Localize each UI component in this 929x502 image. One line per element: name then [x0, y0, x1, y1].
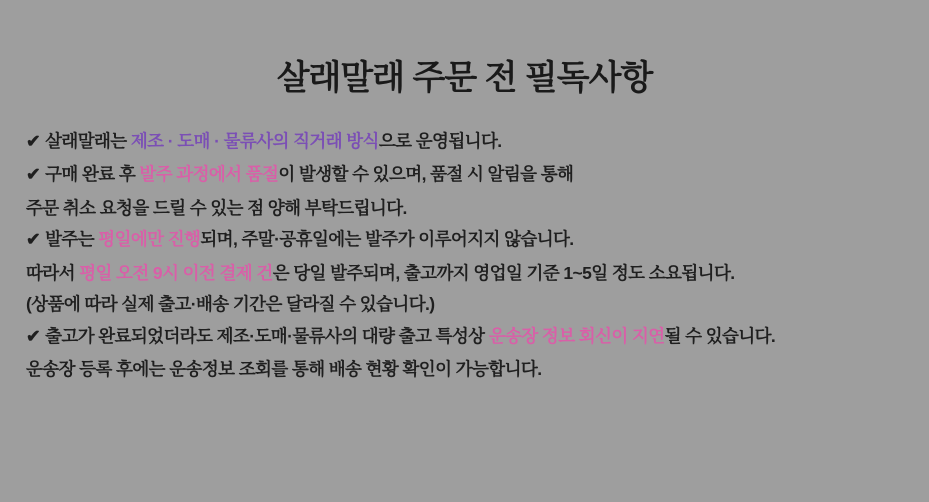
notice-line: [26, 197, 903, 218]
notice-text: 발주는: [45, 229, 99, 250]
notice-text: 운송장 등록 후에는 운송정보 조회를 통해 배송 현황 확인이 가능합니다.: [26, 359, 542, 380]
notice-text: 주문 취소 요청을 드릴 수 있는 점 양해 부탁드립니다.: [26, 197, 407, 218]
highlighted-text: 평일 오전 9시 이전 결제 건: [79, 262, 273, 283]
notice-line: [26, 361, 903, 379]
notice-line: [26, 231, 903, 249]
notice-text: 은 당일 발주되며, 출고까지 영업일 기준 1~5일 정도 소요됩니다.: [272, 262, 735, 283]
check-icon: ✔: [26, 325, 41, 346]
check-icon: ✔: [26, 164, 41, 185]
highlighted-text: 운송장 정보 회신이 지연: [488, 325, 665, 346]
notice-line: [26, 166, 903, 184]
notice-text: 으로 운영됩니다.: [378, 130, 502, 151]
notice-line: [26, 130, 903, 151]
notice-text: 구매 완료 후: [45, 164, 140, 185]
notice-text: (상품에 따라 실제 출고·배송 기간은 달라질 수 있습니다.): [26, 294, 435, 315]
page-title: 살래말래 주문 전 필독사항: [276, 59, 653, 97]
highlighted-text: 발주 과정에서 품절: [139, 164, 279, 185]
notice-text: 될 수 있습니다.: [664, 325, 776, 346]
check-icon: ✔: [26, 130, 41, 151]
notice-text: 살래말래는: [45, 130, 131, 151]
notice-text: 출고가 완료되었더라도 제조·도매·물류사의 대량 출고 특성상: [45, 325, 489, 346]
notice-text: 이 발생할 수 있으며, 품절 시 알림을 통해: [278, 164, 574, 185]
check-icon: ✔: [26, 229, 41, 250]
notice-text: 따라서: [26, 262, 80, 283]
notice-line: [26, 262, 903, 283]
notice-text: 되며, 주말·공휴일에는 발주가 이루어지지 않습니다.: [200, 229, 574, 250]
highlighted-text: 제조 · 도매 · 물류사의 직거래 방식: [130, 130, 379, 151]
notice-line: [26, 325, 903, 346]
notice-body: [0, 130, 929, 380]
highlighted-text: 평일에만 진행: [98, 229, 201, 250]
notice-line: [26, 296, 903, 314]
